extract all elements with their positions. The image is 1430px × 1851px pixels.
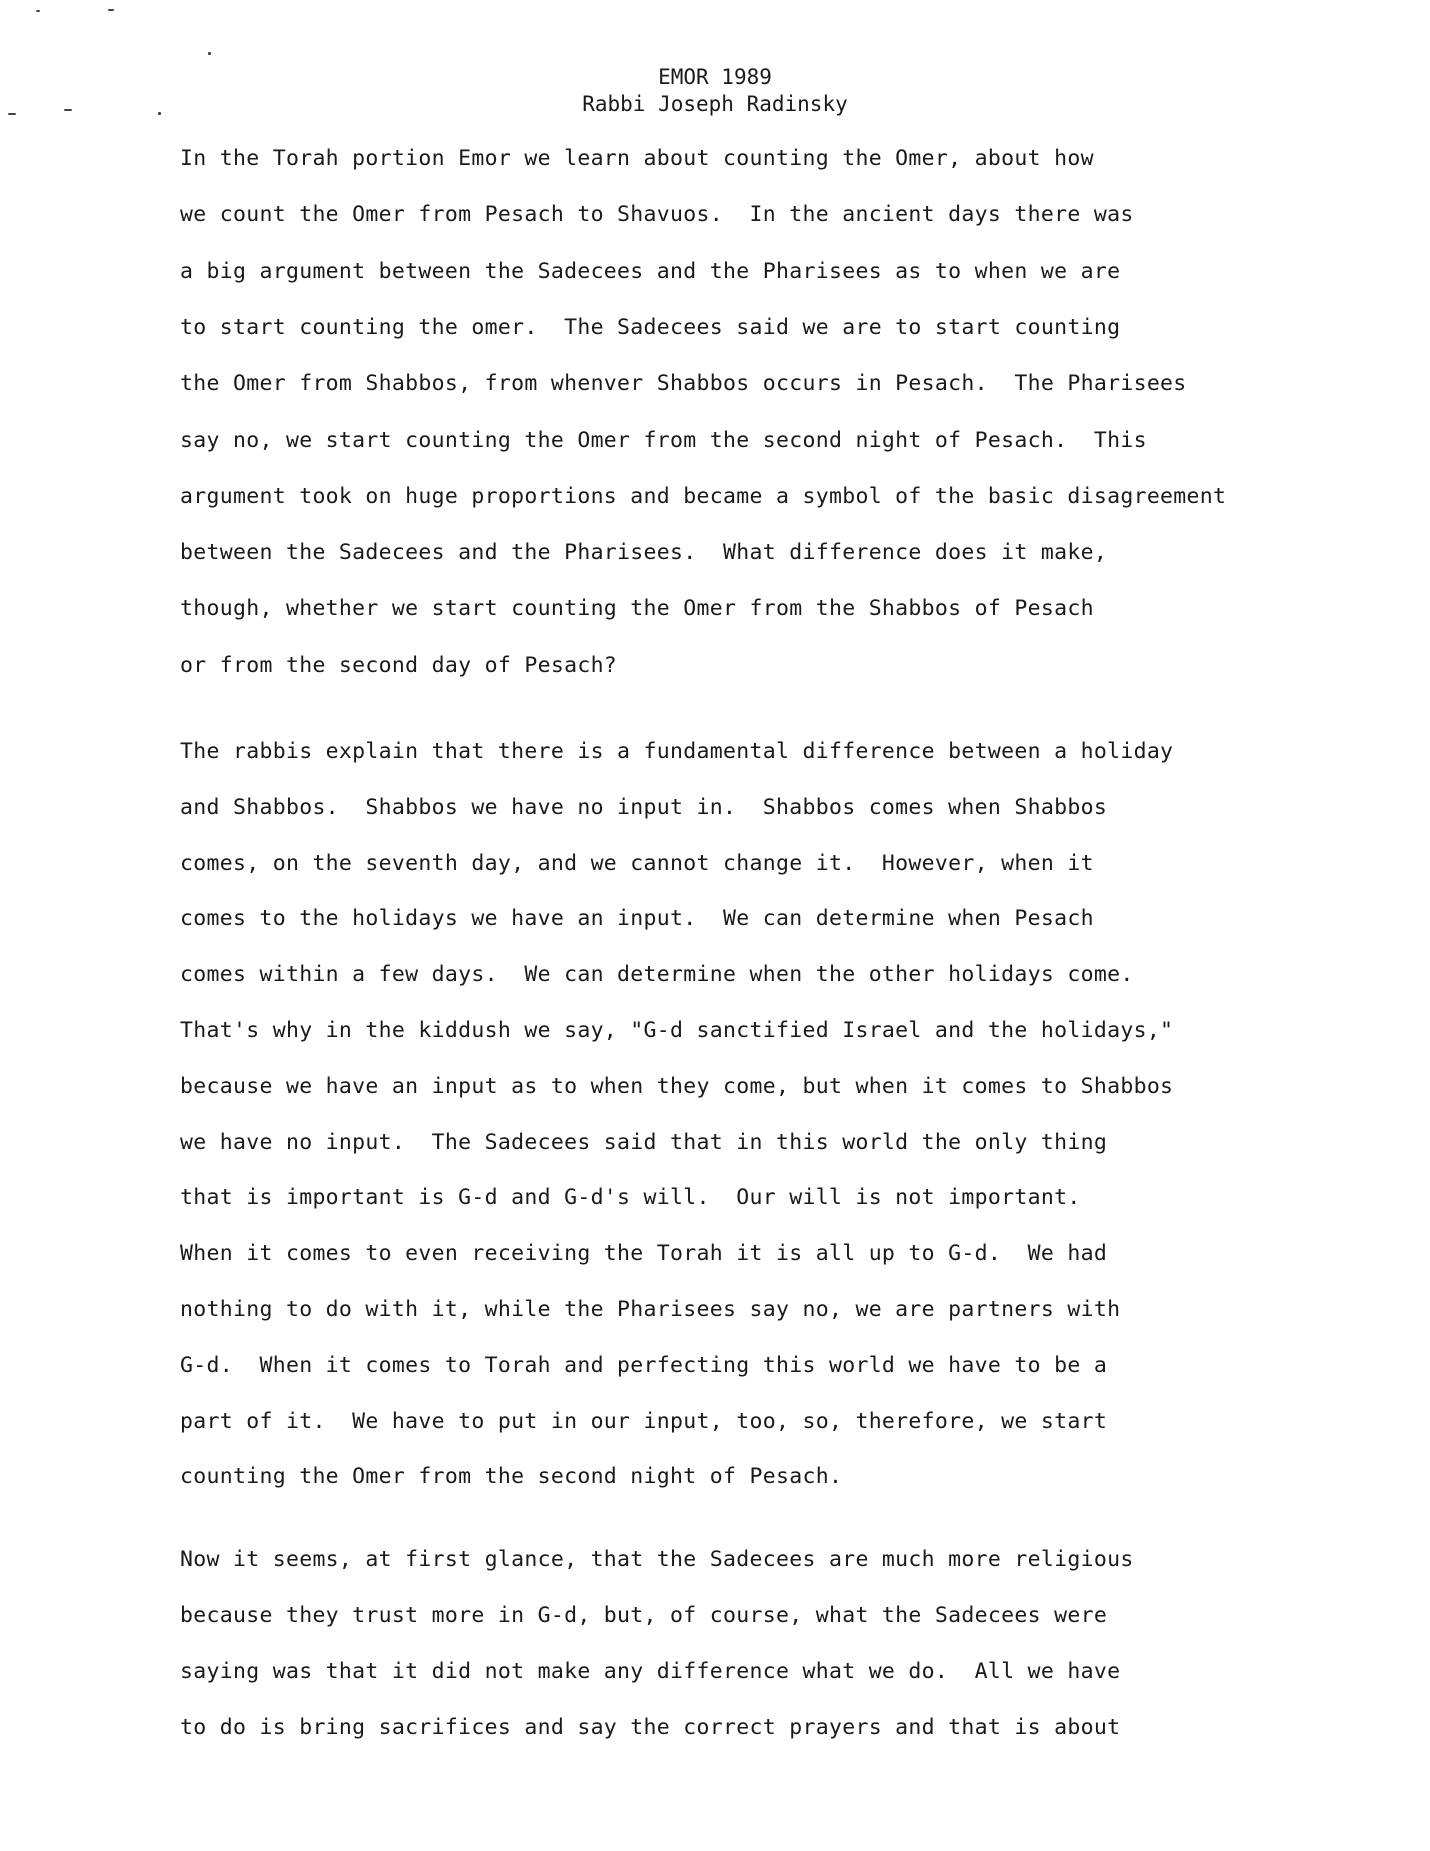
text-line: though, whether we start counting the Omer from the Shabbos of Pesach xyxy=(180,596,1094,622)
scan-speck xyxy=(36,10,40,12)
text-line: a big argument between the Sadecees and the Pharisees as to when we are xyxy=(180,258,1121,284)
scan-speck xyxy=(8,113,16,115)
scan-speck xyxy=(108,9,114,11)
text-line: part of it. We have to put in our input, too, so, therefore, we start xyxy=(180,1408,1108,1434)
text-line: because they trust more in G-d, but, of course, what the Sadecees were xyxy=(180,1603,1108,1628)
text-line: In the Torah portion Emor we learn about counting the Omer, about how xyxy=(180,146,1094,171)
text-line: say no, we start counting the Omer from the second night of Pesach. This xyxy=(180,427,1147,453)
text-line: and Shabbos. Shabbos we have no input in. Shabbos comes when Shabbos xyxy=(180,794,1108,820)
text-line: Now it seems, at first glance, that the Sadecees are much more religious xyxy=(180,1547,1134,1572)
text-line: comes within a few days. We can determine when the other holidays come. xyxy=(180,962,1134,988)
text-line: comes to the holidays we have an input. We can determine when Pesach xyxy=(180,906,1094,932)
text-line: counting the Omer from the second night of Pesach. xyxy=(180,1464,843,1490)
text-line: to do is bring sacrifices and say the correct prayers and that is about xyxy=(180,1715,1121,1740)
text-line: we count the Omer from Pesach to Shavuos. In the ancient days there was xyxy=(180,202,1134,228)
text-line: nothing to do with it, while the Pharisees say no, we are partners with xyxy=(180,1297,1121,1322)
text-line: the Omer from Shabbos, from whenver Shabbos occurs in Pesach. The Pharisees xyxy=(180,371,1187,397)
text-line: that is important is G-d and G-d's will. Our will is not important. xyxy=(180,1185,1081,1211)
text-line: to start counting the omer. The Sadecees said we are to start counting xyxy=(180,314,1121,340)
document-title: EMOR 1989 xyxy=(658,65,772,89)
text-line: between the Sadecees and the Pharisees. What difference does it make, xyxy=(180,540,1108,566)
text-line: G-d. When it comes to Torah and perfecting this world we have to be a xyxy=(180,1352,1108,1378)
text-line: argument took on huge proportions and became a symbol of the basic disagreement xyxy=(180,483,1227,509)
text-line: we have no input. The Sadecees said that in this world the only thing xyxy=(180,1129,1108,1155)
scan-speck xyxy=(208,52,211,55)
text-line: because we have an input as to when they come, but when it comes to Shabbos xyxy=(180,1073,1174,1099)
scan-speck xyxy=(64,109,72,111)
text-line: saying was that it did not make any difference what we do. All we have xyxy=(180,1659,1121,1684)
text-line: That's why in the kiddush we say, "G-d sanctified Israel and the holidays," xyxy=(180,1018,1174,1043)
scan-speck xyxy=(158,112,161,115)
document-author: Rabbi Joseph Radinsky xyxy=(582,92,848,116)
text-line: comes, on the seventh day, and we cannot change it. However, when it xyxy=(180,850,1094,876)
text-line: The rabbis explain that there is a fundamental difference between a holiday xyxy=(180,739,1174,764)
text-line: or from the second day of Pesach? xyxy=(180,652,618,678)
text-line: When it comes to even receiving the Torah it is all up to G-d. We had xyxy=(180,1241,1108,1267)
